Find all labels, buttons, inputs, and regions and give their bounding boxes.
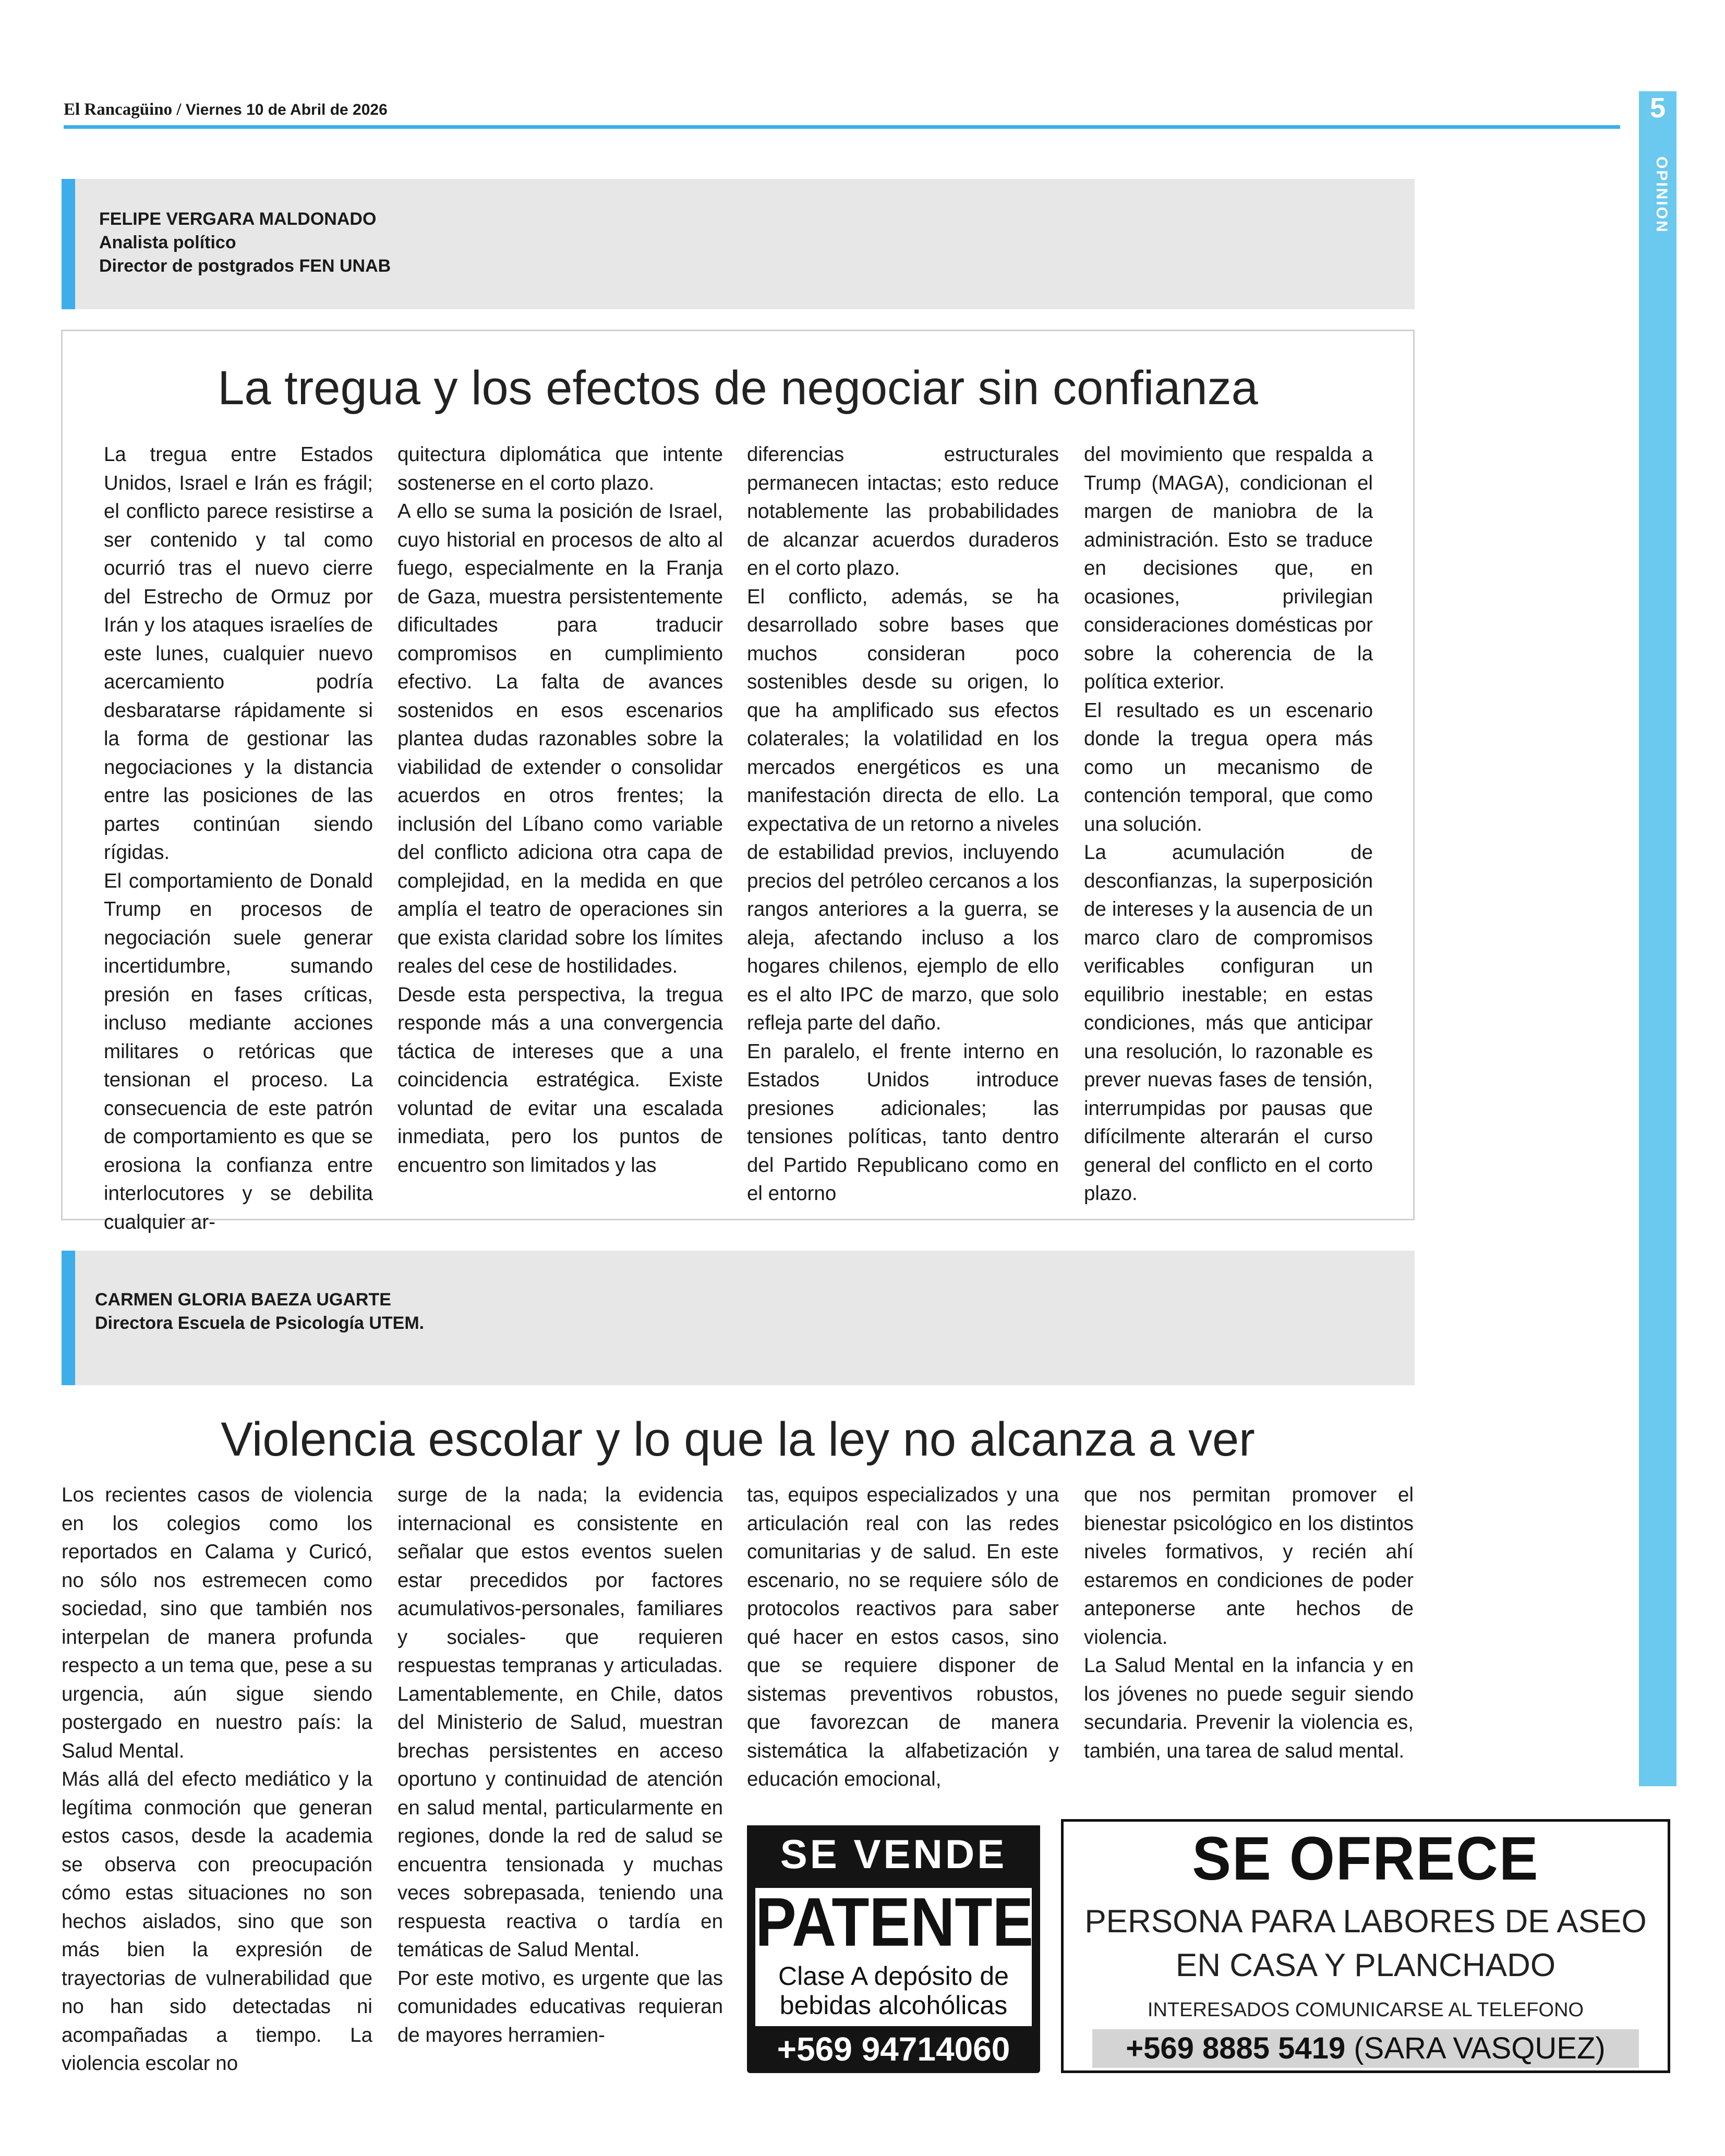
paragraph: El comportamiento de Donald Trump en procesos de negociación suele generar incertidumbre, sumando presión en fases críticas, incluso mediante acciones militares o retóricas que tensionan el proceso. La consecuencia de este patrón de comportamiento es que se erosiona la confianza entre interlocutores y se debilita cualquier ar- xyxy=(104,869,373,1233)
ad-headline: SE VENDE xyxy=(780,1831,1007,1877)
paragraph: La tregua entre Estados Unidos, Israel e Irán es frágil; el conflicto parece resistirse a ser contenido y tal como ocurrió tras el nuevo cierre del Estrecho de Ormuz por Irán y los ataques israelíes de este lunes, cualquier nuevo acercamiento podría desbaratarse rápidamente si la forma de gestionar las negociaciones y la distancia entre las posiciones de las partes continúan siendo rígidas. xyxy=(104,443,373,864)
article1-column-2 xyxy=(397,441,723,1180)
paragraph: La Salud Mental en la infancia y en los jóvenes no puede seguir siendo secundaria. Prevenir la violencia es, también, una tarea de salud mental. xyxy=(1084,1654,1414,1762)
article1-column-4 xyxy=(1084,441,1373,1208)
publication-name: El Rancagüino / xyxy=(64,100,182,119)
ad-big-text: PATENTE xyxy=(755,1884,1034,1961)
page-header xyxy=(64,100,388,119)
section-sidebar xyxy=(1639,91,1676,1786)
paragraph: Por este motivo, es urgente que las comunidades educativas requieran de mayores herramien- xyxy=(397,1967,723,2046)
author-role: Analista político xyxy=(99,233,236,252)
header-rule xyxy=(64,125,1620,129)
paragraph: surge de la nada; la evidencia internacional es consistente en señalar que estos eventos suelen estar precedidos por factores acumulativos-personales, familiares y sociales- que requieren respuestas tempranas y articuladas. Lamentablemente, en Chile, datos del Ministerio de Salud, muestran brechas persistentes en acceso oportuno y continuidad de atención en salud mental, particularmente en regiones, donde la red de salud se encuentra tensionada y muchas veces sobrepasada, teniendo una respuesta reactiva o tardía en temáticas de Salud Mental. xyxy=(397,1484,723,1961)
paragraph: Los recientes casos de violencia en los colegios como los reportados en Calama y Curicó, no sólo nos estremecen como sociedad, sino que también nos interpelan de manera profunda respecto a un tema que, pese a su urgencia, aún sigue siendo postergado en nuestro país: la Salud Mental. xyxy=(62,1484,372,1762)
author-box-2 xyxy=(62,1251,1415,1385)
paragraph: El conflicto, además, se ha desarrollado sobre bases que muchos consideran poco sostenibles desde su origen, lo que ha amplificado sus efectos colaterales; la volatilidad en los mercados energéticos es una manifestación directa de ello. La expectativa de un retorno a niveles de estabilidad previos, incluyendo precios del petróleo cercanos a los rangos anteriores a la guerra, se aleja, afectando incluso a los hogares chilenos, ejemplo de ello es el alto IPC de marzo, que solo refleja parte del daño. xyxy=(747,585,1059,1034)
ad-phone-bar xyxy=(1092,2029,1639,2068)
paragraph: A ello se suma la posición de Israel, cuyo historial en procesos de alto al fuego, especialmente en la Franja de Gaza, muestra persistentemente dificultades para traducir compromisos en cumplimiento efectivo. La falta de avances sostenidos en esos escenarios plantea dudas razonables sobre la viabilidad de extender o consolidar acuerdos en otros frentes; la inclusión del Líbano como variable del conflicto adiciona otra capa de complejidad, en la medida en que amplía el teatro de operaciones sin que exista claridad sobre los límites reales del cese de hostilidades. xyxy=(397,500,723,977)
paragraph: que nos permitan promover el bienestar psicológico en los distintos niveles formativos, y recién ahí estaremos en condiciones de poder anteponerse ante hechos de violencia. xyxy=(1084,1484,1414,1649)
paragraph: En paralelo, el frente interno en Estados Unidos introduce presiones adicionales; las tensiones políticas, tanto dentro del Partido Republicano como en el entorno xyxy=(747,1040,1059,1205)
author-name: CARMEN GLORIA BAEZA UGARTE xyxy=(95,1290,391,1310)
classified-ad-patente xyxy=(747,1825,1040,2073)
paragraph: Más allá del efecto mediático y la legítima conmoción que generan estos casos, desde la academia se observa con preocupación cómo estas situaciones no son hechos aislados, sino que son más bien la expresión de trayectorias de vulnerabilidad que no han sido detectadas ni acompañadas a tiempo. La violencia escolar no xyxy=(62,1768,372,2075)
ad-subtext: bebidas alcohólicas xyxy=(779,1991,1008,2020)
ad-contact: (SARA VASQUEZ) xyxy=(1354,2031,1606,2065)
paragraph: diferencias estructurales permanecen intactas; esto reduce notablemente las probabilidades de alcanzar acuerdos duraderos en el corto plazo. xyxy=(747,443,1059,579)
article2-column-1 xyxy=(62,1481,372,2078)
section-label: OPINION xyxy=(1653,156,1670,234)
article1-column-3 xyxy=(747,441,1059,1208)
ad-text: INTERESADOS COMUNICARSE AL TELEFONO xyxy=(1147,1999,1584,2021)
paragraph: El resultado es un escenario donde la tregua opera más como un mecanismo de contención temporal, que como una solución. xyxy=(1084,699,1373,835)
paragraph: La acumulación de desconfianzas, la superposición de intereses y la ausencia de un marco claro de compromisos verificables configuran un equilibrio inestable; en estas condiciones, más que anticipar una resolución, lo razonable es prever nuevas fases de tensión, interrumpidas por pausas que difícilmente alterarán el curso general del conflicto en el corto plazo. xyxy=(1084,841,1373,1205)
ad-text: EN CASA Y PLANCHADO xyxy=(1175,1947,1556,1983)
author-name: FELIPE VERGARA MALDONADO xyxy=(99,209,377,229)
ad-phone: +569 94714060 xyxy=(777,2030,1010,2068)
article2-column-3 xyxy=(747,1481,1059,1794)
paragraph: quitectura diplomática que intente sostenerse en el corto plazo. xyxy=(397,443,723,494)
ad-panel xyxy=(755,1884,1034,2026)
ad-phone: +569 8885 5419 xyxy=(1126,2031,1346,2065)
page-number: 5 xyxy=(1649,92,1666,124)
article1-column-1 xyxy=(104,441,373,1237)
ad-subtext: Clase A depósito de xyxy=(778,1961,1009,1991)
author-role: Director de postgrados FEN UNAB xyxy=(99,256,391,276)
paragraph: Desde esta perspectiva, la tregua responde más a una convergencia táctica de intereses que a una coincidencia estratégica. Existe voluntad de evitar una escalada inmediata, pero los puntos de encuentro son limitados y las xyxy=(397,983,723,1177)
author-role: Directora Escuela de Psicología UTEM. xyxy=(95,1313,425,1333)
ad-phone-line xyxy=(1092,2031,1639,2066)
ad-headline: SE OFRECE xyxy=(1192,1824,1539,1893)
ad-text: PERSONA PARA LABORES DE ASEO xyxy=(1084,1904,1647,1940)
article2-column-2 xyxy=(397,1481,723,2050)
article2-column-4 xyxy=(1084,1481,1414,1765)
issue-date: Viernes 10 de Abril de 2026 xyxy=(185,101,388,118)
article-title: La tregua y los efectos de negociar sin confianza xyxy=(218,361,1258,415)
paragraph: del movimiento que respalda a Trump (MAGA), condicionan el margen de maniobra de la administración. Esto se traduce en decisiones que, en ocasiones, privilegian consideraciones domésticas por sobre la coherencia de la política exterior. xyxy=(1084,443,1373,693)
paragraph: tas, equipos especializados y una articulación real con las redes comunitarias y de salud. En este escenario, no se requiere sólo de protocolos reactivos para saber qué hacer en estos casos, sino que se requiere disponer de sistemas preventivos robustos, que favorezcan de manera sistemática la alfabetización y educación emocional, xyxy=(747,1484,1059,1790)
article-title: Violencia escolar y lo que la ley no alcanza a ver xyxy=(221,1413,1255,1466)
author-box-1 xyxy=(62,179,1415,309)
classified-ad-aseo xyxy=(1061,1819,1670,2073)
